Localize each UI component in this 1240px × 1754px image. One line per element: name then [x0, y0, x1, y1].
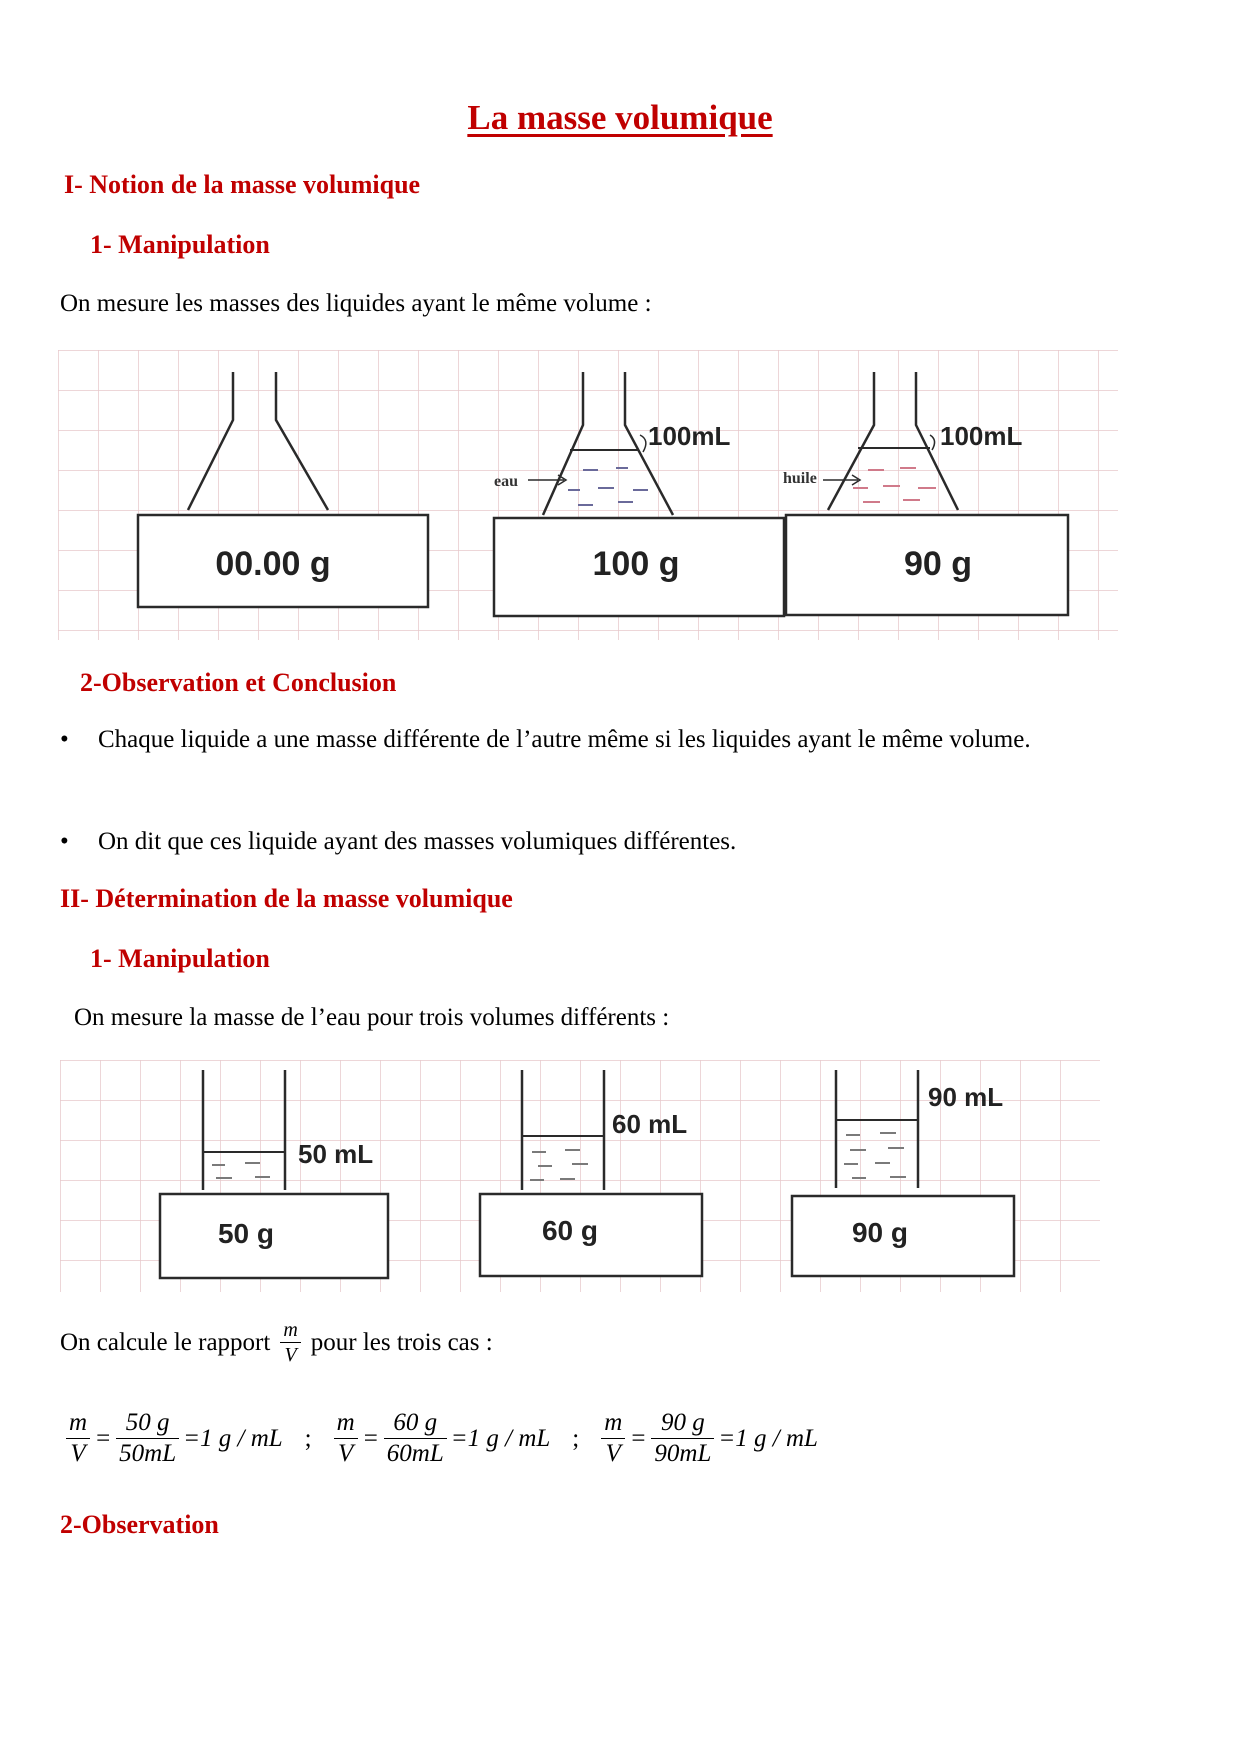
section-2-manipulation-heading: 1- Manipulation: [90, 944, 270, 973]
volume-label-water: 100mL: [648, 421, 731, 451]
eq-separator: ;: [304, 1424, 312, 1452]
bullet-symbol: •: [60, 726, 69, 753]
figure-balances-water-volumes: [60, 1060, 1100, 1292]
section-2-observation-heading: 2-Observation: [60, 1510, 219, 1539]
eq2-lhs: $\frac{m}{V}$: [334, 1408, 358, 1469]
balance-1-display: 00.00 g: [215, 545, 331, 583]
balance-2-display: 100 g: [592, 545, 680, 583]
eq1-rhs: $\frac{50 g}{50mL}$: [116, 1408, 179, 1469]
balance-60-display: 60 g: [541, 1215, 599, 1246]
section-2-heading: II- Détermination de la masse volumique: [60, 884, 513, 913]
bullet-item: [60, 720, 1190, 759]
equations-row: $\frac{m}{V}$ = $\frac{50 g}{50mL}$ =1 g / mL ; $\frac{m}{V}$ = $\frac{60 g}{60mL}$ =1 g / mL ; $\frac{m}{V}$ = $\frac{90 g}{90mL}$ =1 g / mL: [66, 1408, 818, 1469]
ratio-text-after: pour les trois cas :: [310, 1328, 493, 1356]
balance-50-display: 50 g: [217, 1218, 275, 1249]
section-1-intro: On mesure les masses des liquides ayant le même volume :: [60, 290, 652, 317]
ratio-fraction: [280, 1318, 300, 1367]
ratio-denominator: V: [284, 1344, 297, 1366]
liquid-label-oil: huile: [783, 470, 817, 487]
eq2-rhs: $\frac{60 g}{60mL}$: [384, 1408, 447, 1469]
section-1-observation-heading: 2-Observation et Conclusion: [80, 668, 397, 697]
bullet-text: On dit que ces liquide ayant des masses volumiques différentes.: [98, 828, 737, 855]
volume-label-60: 60 mL: [612, 1109, 688, 1139]
volume-label-50: 50 mL: [298, 1139, 374, 1169]
eq3-rhs: $\frac{90 g}{90mL}$: [651, 1408, 714, 1469]
ratio-text-before: On calcule le rapport: [60, 1328, 271, 1356]
balance-90-display: 90 g: [851, 1217, 909, 1248]
eq2-result: =1 g / mL: [450, 1424, 551, 1452]
section-2-intro: On mesure la masse de l’eau pour trois volumes différents :: [74, 1004, 670, 1031]
balance-3-display: 90 g: [903, 545, 973, 583]
bullet-symbol: •: [60, 828, 69, 855]
eq-separator: ;: [572, 1424, 580, 1452]
bullet-text: Chaque liquide a une masse différente de l’autre même si les liquides ayant le même volume.: [98, 726, 1031, 753]
eq3-lhs: $\frac{m}{V}$: [601, 1408, 625, 1469]
volume-label-90: 90 mL: [928, 1082, 1004, 1112]
eq3-result: =1 g / mL: [718, 1424, 818, 1452]
volume-label-oil: 100mL: [940, 421, 1023, 451]
bullet-item: [60, 822, 1190, 861]
eq1-result: =1 g / mL: [183, 1424, 283, 1452]
ratio-sentence: [60, 1318, 493, 1367]
ratio-numerator: m: [280, 1318, 300, 1343]
page-title: La masse volumique: [467, 98, 773, 137]
section-1-manipulation-heading: 1- Manipulation: [90, 230, 270, 259]
liquid-label-water: eau: [494, 473, 518, 490]
section-1-heading: I- Notion de la masse volumique: [64, 170, 421, 199]
eq1-lhs: $\frac{m}{V}$: [66, 1408, 90, 1469]
figure-balances-same-volume: [58, 350, 1118, 640]
